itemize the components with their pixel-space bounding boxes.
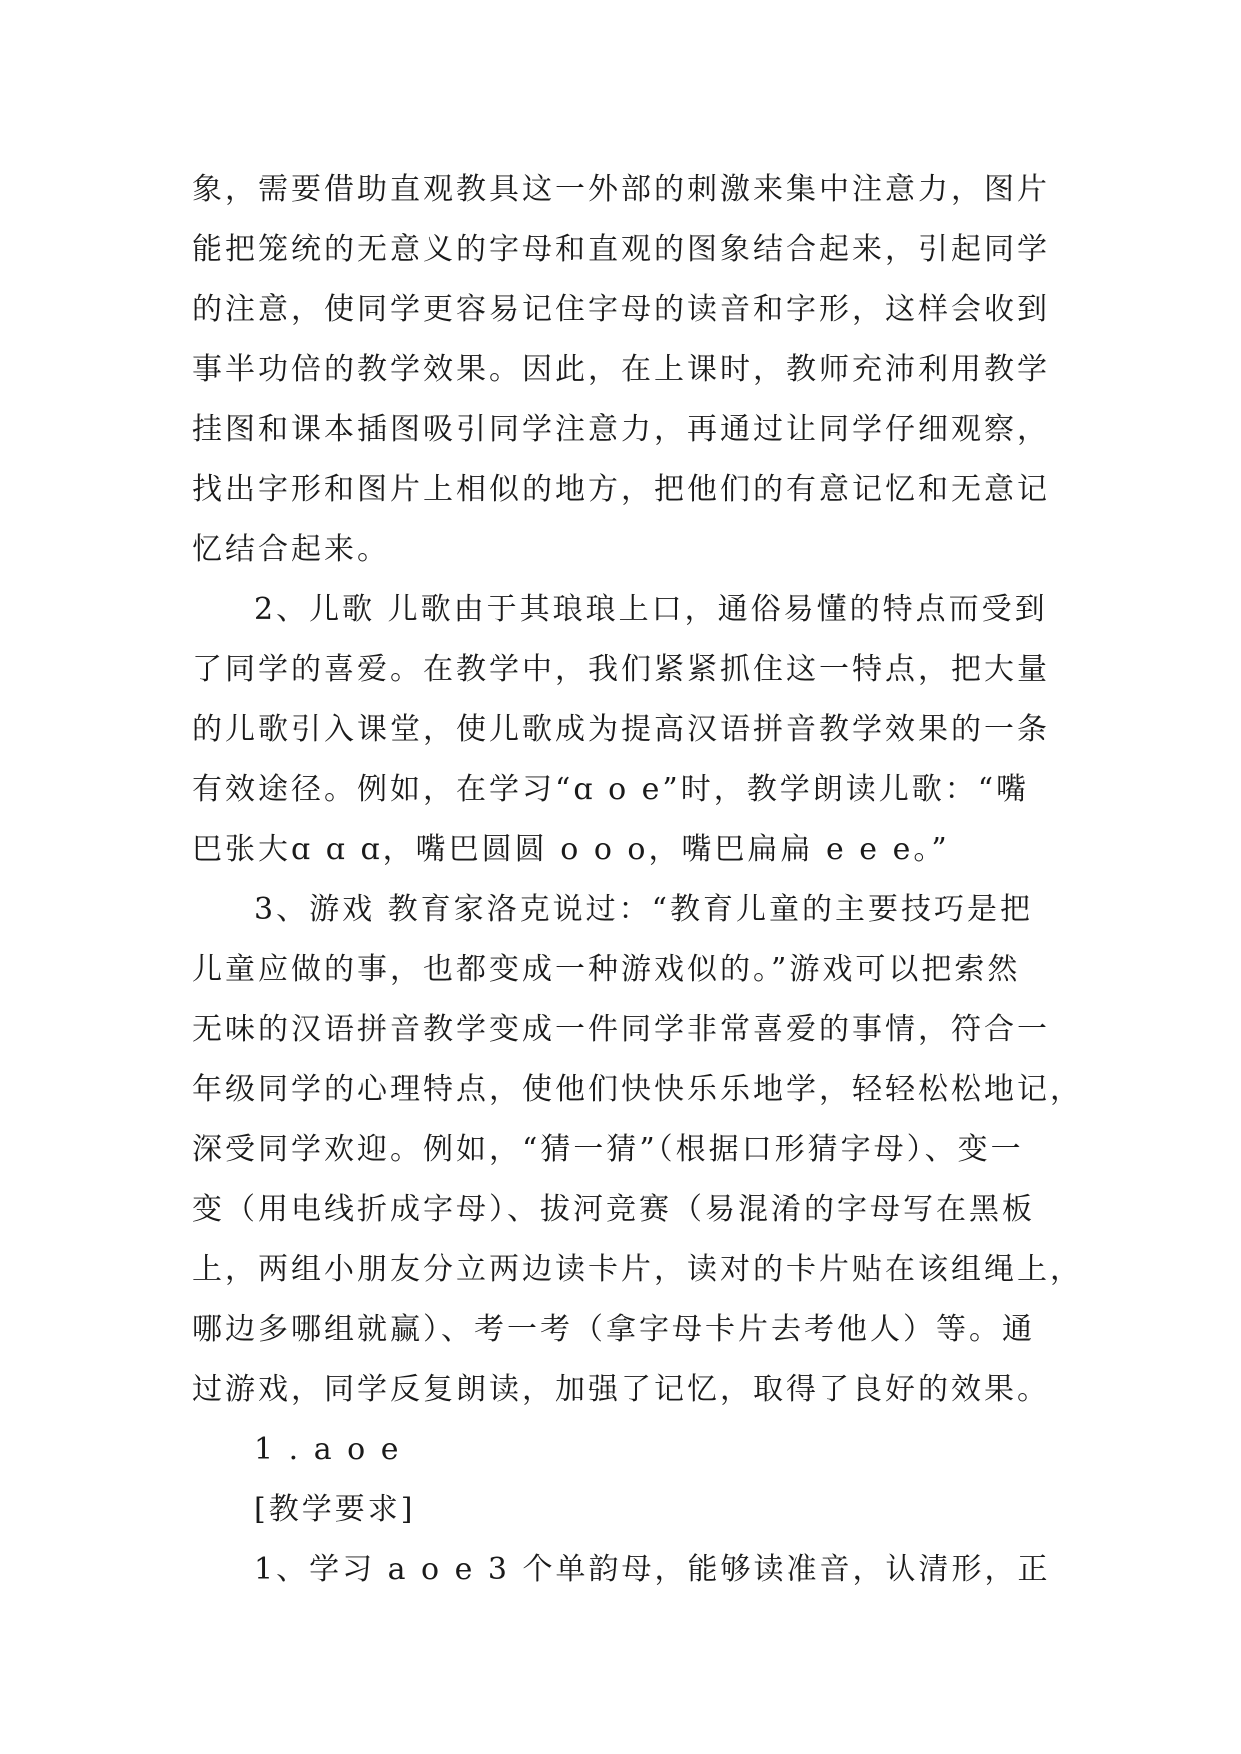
text-line: 上，两组小朋友分立两边读卡片，读对的卡片贴在该组绳上， [192,1252,1083,1287]
text-line: 挂图和课本插图吸引同学注意力，再通过让同学仔细观察， [192,412,1050,447]
text-line: 年级同学的心理特点，使他们快快乐乐地学，轻轻松松地记， [192,1072,1083,1107]
document-body [192,160,1083,1600]
text-line: 1 . a o e [254,1432,402,1467]
text-line: 象，需要借助直观教具这一外部的刺激来集中注意力，图片 [192,172,1050,207]
text-line: 巴张大ɑ ɑ ɑ，嘴巴圆圆 o o o，嘴巴扁扁 e e e。” [192,832,950,867]
text-line: 过游戏，同学反复朗读，加强了记忆，取得了良好的效果。 [192,1372,1050,1407]
text-line: 2、儿歌 儿歌由于其琅琅上口，通俗易懂的特点而受到 [254,592,1048,627]
text-line: [教学要求] [254,1492,416,1527]
text-line: 能把笼统的无意义的字母和直观的图象结合起来，引起同学 [192,232,1050,267]
text-line: 忆结合起来。 [192,532,390,567]
text-line: 深受同学欢迎。例如，“猜一猜”（根据口形猜字母）、变一 [192,1132,1024,1167]
text-line: 1、学习 a o e 3 个单韵母，能够读准音，认清形，正 [254,1552,1051,1587]
text-line: 的儿歌引入课堂，使儿歌成为提高汉语拼音教学效果的一条 [192,712,1050,747]
text-line: 无味的汉语拼音教学变成一件同学非常喜爱的事情，符合一 [192,1012,1050,1047]
text-line: 找出字形和图片上相似的地方，把他们的有意记忆和无意记 [192,472,1050,507]
text-line: 变（用电线折成字母）、拔河竞赛（易混淆的字母写在黑板 [192,1192,1035,1227]
text-line: 3、游戏 教育家洛克说过：“教育儿童的主要技巧是把 [254,892,1033,927]
text-line: 事半功倍的教学效果。因此，在上课时，教师充沛利用教学 [192,352,1050,387]
text-line: 儿童应做的事，也都变成一种游戏似的。”游戏可以把索然 [192,952,1021,987]
text-line: 的注意，使同学更容易记住字母的读音和字形，这样会收到 [192,292,1050,327]
text-line: 了同学的喜爱。在教学中，我们紧紧抓住这一特点，把大量 [192,652,1050,687]
text-line: 有效途径。例如，在学习“ɑ o e”时，教学朗读儿歌：“嘴 [192,772,1030,807]
text-line: 哪边多哪组就赢）、考一考（拿字母卡片去考他人）等。通 [192,1312,1035,1347]
